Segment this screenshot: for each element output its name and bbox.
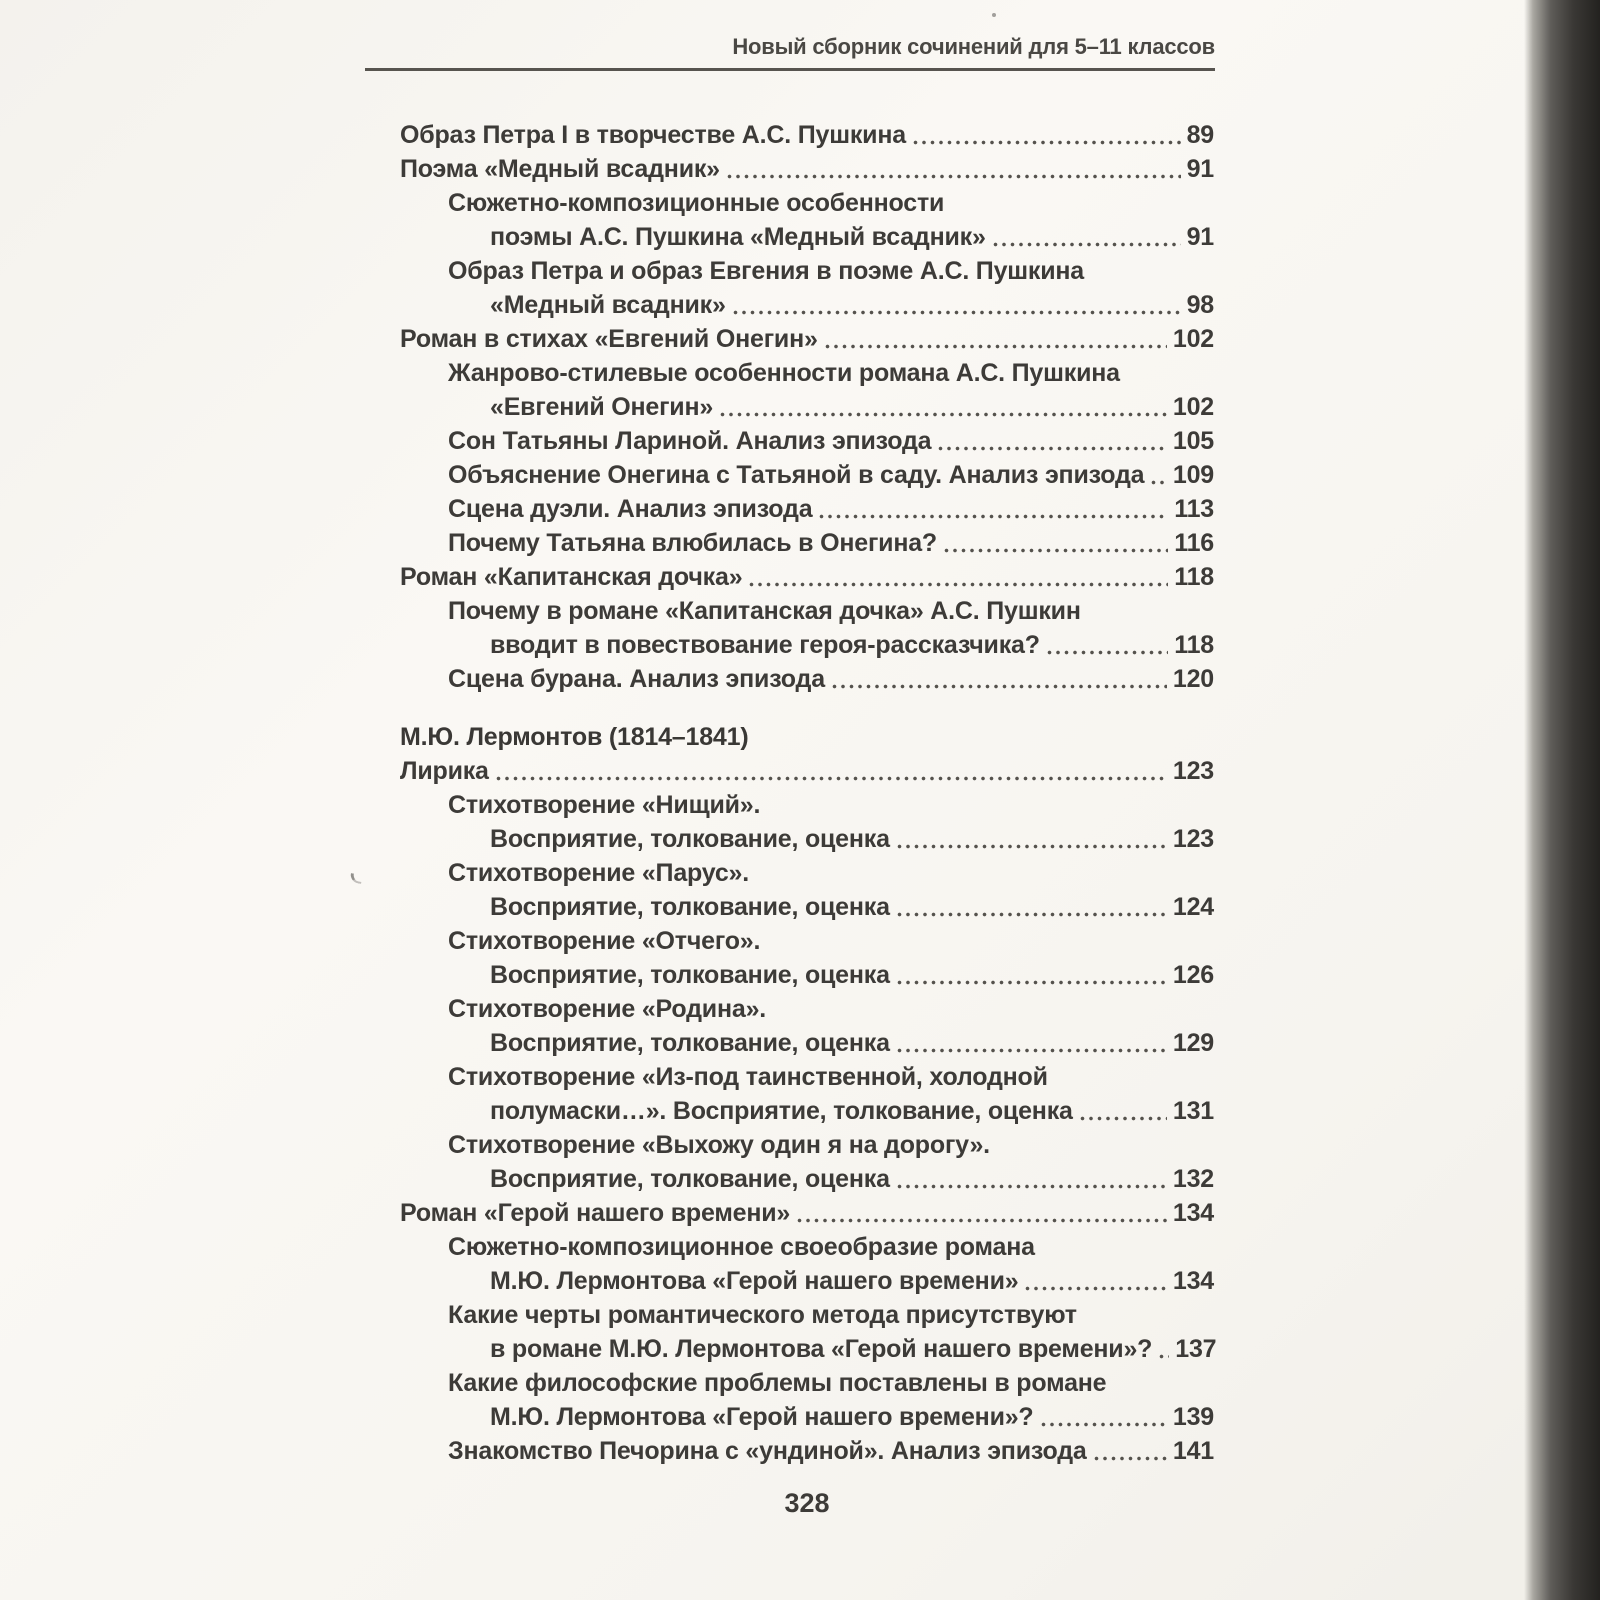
- toc-entry-page-number: 134: [1172, 1199, 1214, 1227]
- toc-entry-title: Какие философские проблемы поставлены в романе: [448, 1369, 1107, 1397]
- toc-entry-page-number: 113: [1174, 495, 1214, 523]
- toc-entry: [400, 356, 1214, 424]
- toc-entry-page-number: 120: [1172, 665, 1214, 693]
- toc-entry-title: Сцена дуэли. Анализ эпизода: [448, 495, 813, 523]
- toc-entry-title: Стихотворение «Родина».: [448, 995, 767, 1023]
- toc-entry-title: Лирика: [400, 757, 489, 785]
- toc-entry-title: Сон Татьяны Лариной. Анализ эпизода: [448, 427, 932, 455]
- toc-entry-title: Стихотворение «Выхожу один я на дорогу».: [448, 1131, 990, 1159]
- dot-leader: [819, 492, 1168, 526]
- dot-leader: [1094, 1434, 1167, 1468]
- page-header: [365, 34, 1215, 71]
- toc-entry-title: Жанрово-стилевые особенности романа А.С. Пушкина: [448, 359, 1120, 387]
- toc-entry-title: Сцена бурана. Анализ эпизода: [448, 665, 825, 693]
- dot-leader: [938, 424, 1167, 458]
- dot-leader: [897, 1026, 1167, 1060]
- toc-entry-title: в романе М.Ю. Лермонтова «Герой нашего времени»?: [490, 1335, 1153, 1363]
- page-number: 328: [784, 1488, 830, 1518]
- toc-entry: [400, 254, 1214, 322]
- dot-leader: [1080, 1094, 1167, 1128]
- toc-entry-page-number: 105: [1172, 427, 1214, 455]
- dot-leader: [1041, 1400, 1167, 1434]
- toc-entry-title: Восприятие, толкование, оценка: [490, 893, 890, 921]
- dot-leader: [727, 152, 1181, 186]
- toc-entry: [400, 754, 1214, 788]
- header-rule: [365, 68, 1215, 71]
- toc-entry: [400, 1196, 1214, 1230]
- toc-entry: [400, 118, 1214, 152]
- toc-entry-page-number: 118: [1174, 631, 1214, 659]
- dot-leader: [825, 322, 1167, 356]
- toc-entry-title: Поэма «Медный всадник»: [400, 155, 720, 183]
- dot-leader: [1151, 458, 1167, 492]
- toc-entry: [400, 788, 1214, 856]
- toc-entry-page-number: 124: [1172, 893, 1214, 921]
- toc-entry: [400, 594, 1214, 662]
- dot-leader: [496, 754, 1167, 788]
- toc-entry: [400, 458, 1214, 492]
- toc-entry-title: Стихотворение «Отчего».: [448, 927, 761, 955]
- toc-entry-page-number: 126: [1172, 961, 1214, 989]
- toc-entry-title: Образ Петра и образ Евгения в поэме А.С. Пушкина: [448, 257, 1085, 285]
- toc-entry-page-number: 129: [1172, 1029, 1214, 1057]
- toc-entry-title: Восприятие, толкование, оценка: [490, 1165, 890, 1193]
- dot-leader: [897, 958, 1167, 992]
- toc-entry-title: Знакомство Печорина с «ундиной». Анализ эпизода: [448, 1437, 1087, 1465]
- toc-entry-page-number: 123: [1172, 757, 1214, 785]
- toc-entry: [400, 526, 1214, 560]
- toc-entry: [400, 924, 1214, 992]
- dot-leader: [720, 390, 1167, 424]
- toc-entry: [400, 492, 1214, 526]
- dot-leader: [913, 118, 1181, 152]
- toc-entry-page-number: 123: [1172, 825, 1214, 853]
- dot-leader: [1025, 1264, 1166, 1298]
- dot-leader: [897, 890, 1167, 924]
- toc-entry-page-number: 139: [1172, 1403, 1214, 1431]
- dot-leader: [1159, 1332, 1169, 1366]
- toc-entry: [400, 424, 1214, 458]
- dot-leader: [1047, 628, 1168, 662]
- toc-entry: [400, 1366, 1214, 1434]
- toc-entry: [400, 322, 1214, 356]
- toc-entry-title: Роман «Герой нашего времени»: [400, 1199, 791, 1227]
- dot-leader: [897, 822, 1167, 856]
- toc-entry: [400, 992, 1214, 1060]
- toc-entry: [400, 1298, 1217, 1366]
- dot-leader: [993, 220, 1181, 254]
- toc-entry-page-number: 132: [1172, 1165, 1214, 1193]
- dot-leader: [944, 526, 1168, 560]
- toc-section-heading: М.Ю. Лермонтов (1814–1841): [400, 723, 749, 751]
- toc-entry: [400, 856, 1214, 924]
- running-head-title: Новый сборник сочинений для 5–11 классов: [732, 34, 1215, 59]
- toc-entry-title: Стихотворение «Нищий».: [448, 791, 761, 819]
- toc-entry-page-number: 89: [1186, 121, 1214, 149]
- toc-entry-page-number: 109: [1172, 461, 1214, 489]
- toc-entry-title: М.Ю. Лермонтова «Герой нашего времени»?: [490, 1403, 1034, 1431]
- toc-entry: [400, 1230, 1214, 1298]
- toc-entry: [400, 560, 1214, 594]
- toc-entry-title: «Медный всадник»: [490, 291, 726, 319]
- toc-entry-title: Почему Татьяна влюбилась в Онегина?: [448, 529, 937, 557]
- toc-entry-page-number: 102: [1172, 393, 1214, 421]
- toc-entry-title: Стихотворение «Парус».: [448, 859, 749, 887]
- toc-entry: [400, 1434, 1214, 1468]
- toc-entry-title: Восприятие, толкование, оценка: [490, 961, 890, 989]
- toc-entry: [400, 152, 1214, 186]
- dot-leader: [832, 662, 1167, 696]
- toc-entry-title: М.Ю. Лермонтова «Герой нашего времени»: [490, 1267, 1019, 1295]
- toc-entry-title: Сюжетно-композиционное своеобразие романа: [448, 1233, 1035, 1261]
- toc-entry-title: вводит в повествование героя-рассказчика?: [490, 631, 1040, 659]
- toc-entry-title: Какие черты романтического метода присутствуют: [448, 1301, 1077, 1329]
- toc-entry-title: Почему в романе «Капитанская дочка» А.С. Пушкин: [448, 597, 1081, 625]
- scan-artifact: [992, 13, 996, 17]
- dot-leader: [749, 560, 1168, 594]
- toc-entry-page-number: 118: [1174, 563, 1214, 591]
- toc-entry-page-number: 91: [1186, 155, 1214, 183]
- toc-entry-page-number: 116: [1174, 529, 1214, 557]
- dot-leader: [897, 1162, 1167, 1196]
- toc-entry-title: полумаски…». Восприятие, толкование, оценка: [490, 1097, 1073, 1125]
- toc-entry-page-number: 134: [1172, 1267, 1214, 1295]
- toc-entry: [400, 1128, 1214, 1196]
- toc-entry-title: Сюжетно-композиционные особенности: [448, 189, 945, 217]
- toc-entry: [400, 662, 1214, 696]
- toc-entry-title: поэмы А.С. Пушкина «Медный всадник»: [490, 223, 986, 251]
- toc-entry-title: Роман «Капитанская дочка»: [400, 563, 743, 591]
- toc-entry-title: Восприятие, толкование, оценка: [490, 1029, 890, 1057]
- toc-entry-title: Образ Петра I в творчестве А.С. Пушкина: [400, 121, 906, 149]
- toc-entry: [400, 186, 1214, 254]
- toc-entry-page-number: 141: [1172, 1437, 1214, 1465]
- toc-entry-title: Стихотворение «Из-под таинственной, холодной: [448, 1063, 1048, 1091]
- page-footer: [400, 1488, 1214, 1519]
- book-edge-shadow: [1524, 0, 1600, 1600]
- toc-entry-title: «Евгений Онегин»: [490, 393, 714, 421]
- toc-entry-page-number: 131: [1172, 1097, 1214, 1125]
- toc-entry-title: Роман в стихах «Евгений Онегин»: [400, 325, 818, 353]
- toc-entry-page-number: 91: [1186, 223, 1214, 251]
- toc-entry-page-number: 98: [1186, 291, 1214, 319]
- dot-leader: [733, 288, 1181, 322]
- toc-entry: [400, 1060, 1214, 1128]
- toc-entry-title: Восприятие, толкование, оценка: [490, 825, 890, 853]
- toc-entry-title: Объяснение Онегина с Татьяной в саду. Анализ эпизода: [448, 461, 1145, 489]
- toc-entry-page-number: 137: [1175, 1335, 1217, 1363]
- scan-artifact: [349, 873, 362, 884]
- toc-entry-page-number: 102: [1172, 325, 1214, 353]
- toc-list: [400, 118, 1217, 1468]
- dot-leader: [797, 1196, 1167, 1230]
